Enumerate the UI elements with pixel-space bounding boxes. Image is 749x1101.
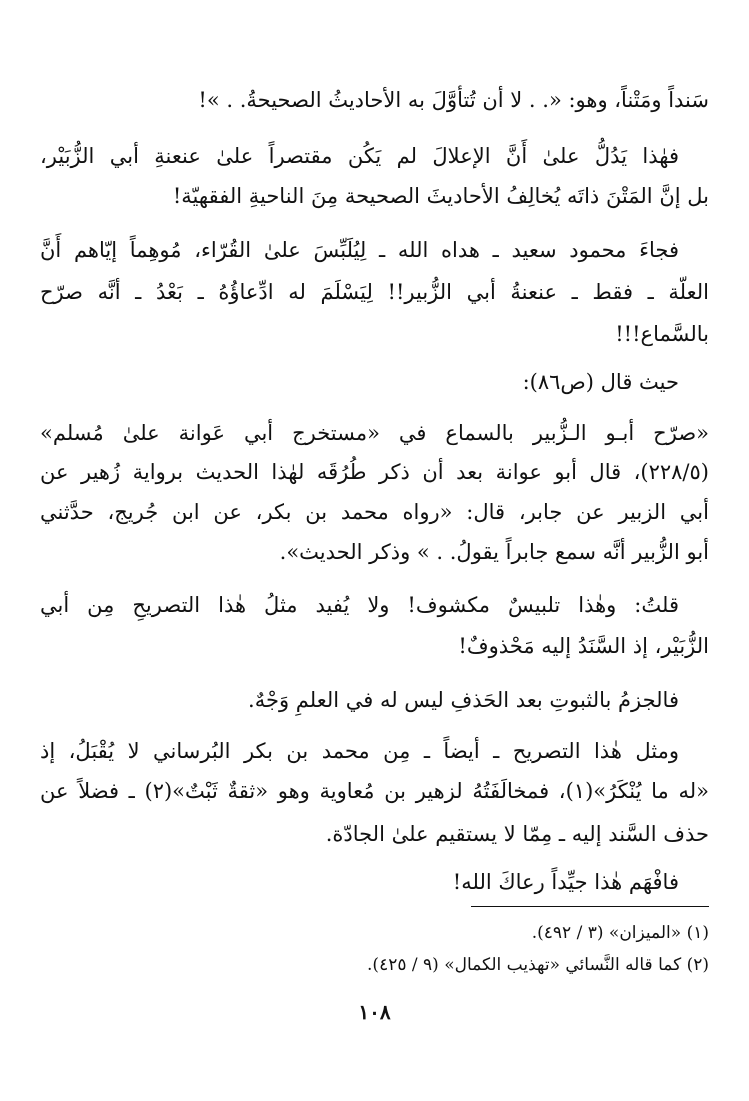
footnote: (٢) كما قاله النَّسائي «تهذيب الكمال» (٩ / ٤٢٥). xyxy=(367,955,709,975)
text-line: فهٰذا يَدُلُّ علىٰ أَنَّ الإعلالَ لم يَكُن مقتصراً علىٰ عنعنةِ أبي الزُّبَيْر، xyxy=(40,144,679,168)
text-line: أبو الزُّبير أنَّه سمع جابراً يقولُ. . » وذكر الحديث». xyxy=(279,540,709,564)
page xyxy=(40,80,709,1101)
page-number: ١٠٨ xyxy=(358,1000,391,1024)
text-line: الزُّبَيْر، إذ السَّنَدُ إليه مَحْذوفٌ! xyxy=(458,634,709,658)
footnote: (١) «الميزان» (٣ / ٤٩٢). xyxy=(531,923,709,943)
text-line: قلتُ: وهٰذا تلبيسٌ مكشوف! ولا يُفيد مثلُ هٰذا التصريحِ مِن أبي xyxy=(40,593,679,617)
text-line: بالسَّماع!!! xyxy=(615,322,709,346)
text-line: «له ما يُنْكَرُ»(١)، فمخالَفَتُهُ لزهير بن مُعاوية وهو «ثقةٌ ثَبْتٌ»(٢) ـ فضلاً عن xyxy=(40,779,709,803)
text-line: سَنداً ومَتْناً، وهو: «. . لا أن تُتأوَّلَ به الأحاديثُ الصحيحةُ. . »! xyxy=(198,88,709,112)
text-line: حيث قال (ص٨٦): xyxy=(522,370,679,394)
text-line: ومثل هٰذا التصريح ـ أيضاً ـ مِن محمد بن بكر البُرساني لا يُقْبَلُ، إذ xyxy=(40,739,679,763)
text-line: أبي الزبير عن جابر، قال: «رواه محمد بن بكر، عن ابن جُريج، حدَّثني xyxy=(40,500,709,524)
text-line: (٢٢٨/٥)، قال أبو عوانة بعد أن ذكر طُرُقَه لهٰذا الحديث برواية زُهير عن xyxy=(40,460,709,484)
text-line: بل إنَّ المَتْنَ ذاتَه يُخالِفُ الأحاديثَ الصحيحة مِنَ الناحيةِ الفقهيّة! xyxy=(172,184,709,208)
text-line: حذف السَّند إليه ـ مِمّا لا يستقيم علىٰ الجادّة. xyxy=(325,822,709,846)
text-line: فالجزمُ بالثبوتِ بعد الحَذفِ ليس له في العلمِ وَجْهٌ. xyxy=(248,688,679,712)
footnote-separator xyxy=(471,906,709,907)
text-line: العلّة ـ فقط ـ عنعنةُ أبي الزُّبير!! لِيَسْلَمَ له ادِّعاؤُهُ ـ بَعْدُ ـ أنَّه صرّح xyxy=(40,280,709,304)
text-line: فجاءَ محمود سعيد ـ هداه الله ـ لِيُلَبِّسَ علىٰ القُرّاء، مُوهِماً إيّاهم أَنَّ xyxy=(40,238,679,262)
text-line: «صرّح أبـو الـزُّبير بالسماع في «مستخرج أبي عَوانة علىٰ مُسلم» xyxy=(40,421,709,445)
text-line: فافْهَم هٰذا جيِّداً رعاكَ الله! xyxy=(452,870,679,894)
